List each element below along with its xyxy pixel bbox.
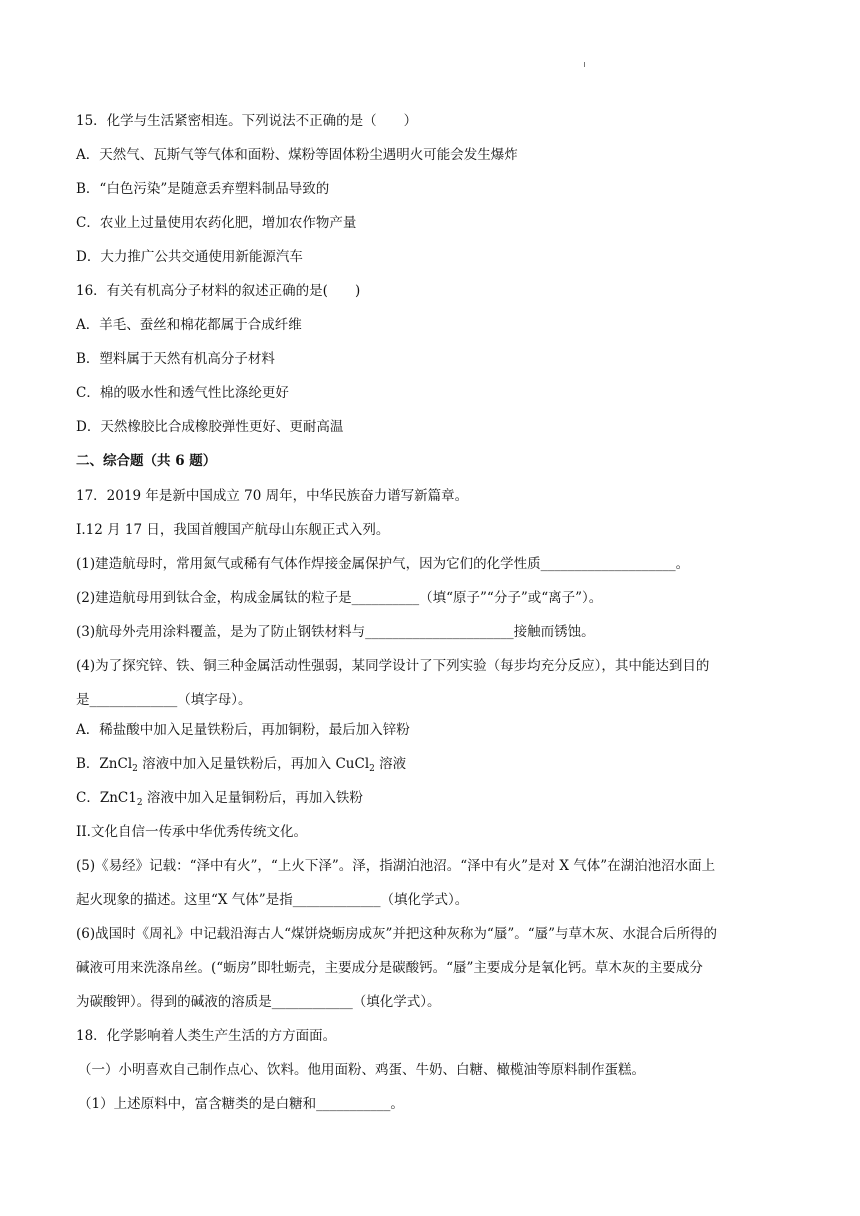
q17-sub-4-line2: 是_____________（填字母）。 bbox=[76, 692, 252, 708]
q17-part-i: I.12 月 17 日，我国首艘国产航母山东舰正式入列。 bbox=[76, 522, 390, 538]
q16-option-a: A．羊毛、蚕丝和棉花都属于合成纤维 bbox=[76, 317, 302, 333]
q15-option-a: A．天然气、瓦斯气等气体和面粉、煤粉等固体粉尘遇明火可能会发生爆炸 bbox=[76, 147, 518, 163]
q15-option-b: B．“白色污染”是随意丢弃塑料制品导致的 bbox=[76, 181, 330, 197]
question-18-stem: 18．化学影响着人类生产生活的方方面面。 bbox=[76, 1028, 337, 1044]
q17-option-b-middle: 溶液中加入足量铁粉后，再加入 CuCl bbox=[137, 756, 370, 772]
q17-option-c-start: C．ZnC1 bbox=[76, 790, 137, 806]
q17-part-ii: II.文化自信一传承中华优秀传统文化。 bbox=[76, 824, 307, 840]
q17-option-b-end: 溶液 bbox=[374, 756, 407, 772]
section-heading: 二、综合题（共 6 题） bbox=[76, 453, 217, 469]
q16-option-d: D．天然橡胶比合成橡胶弹性更好、更耐高温 bbox=[76, 419, 344, 435]
q17-option-b-start: B．ZnCl bbox=[76, 756, 133, 772]
q17-sub-6-line2: 碱液可用来洗涤帛丝。(“蛎房”即牡蛎壳，主要成分是碳酸钙。“蜃”主要成分是氧化钙。草木灰的主要成分 bbox=[76, 960, 703, 976]
q17-sub-1: (1)建造航母时，常用氮气或稀有气体作焊接金属保护气，因为它们的化学性质____________________。 bbox=[76, 556, 690, 572]
q16-option-c: C．棉的吸水性和透气性比涤纶更好 bbox=[76, 385, 289, 401]
header-mark bbox=[584, 62, 585, 67]
question-15-stem: 15．化学与生活紧密相连。下列说法不正确的是（ ） bbox=[76, 113, 418, 129]
q17-sub-5-line1: (5)《易经》记载：“泽中有火”，“上火下泽”。泽，指湖泊池沼。“泽中有火”是对 X 气体”在湖泊池沼水面上 bbox=[76, 858, 716, 874]
q17-sub-6-line1: (6)战国时《周礼》中记载沿海古人“煤饼烧蛎房成灰”并把这种灰称为“蜃”。“蜃”与草木灰、水混合后所得的 bbox=[76, 926, 718, 942]
q17-option-c-end: 溶液中加入足量铜粉后，再加入铁粉 bbox=[142, 790, 363, 806]
q17-option-c bbox=[76, 788, 796, 808]
q17-sub-4-line1: (4)为了探究锌、铁、铜三种金属活动性强弱，某同学设计了下列实验（每步均充分反应），其中能达到目的 bbox=[76, 658, 710, 674]
question-16-stem: 16．有关有机高分子材料的叙述正确的是( ) bbox=[76, 283, 361, 299]
subscript: 2 bbox=[132, 764, 138, 774]
q18-part-1: （一）小明喜欢自己制作点心、饮料。他用面粉、鸡蛋、牛奶、白糖、橄榄油等原料制作蛋糕。 bbox=[78, 1062, 645, 1078]
q17-sub-2: (2)建造航母用到钛合金，构成金属钛的粒子是__________（填“原子”“分子”或“离子”）。 bbox=[76, 590, 603, 606]
subscript: 2 bbox=[136, 798, 143, 808]
q16-option-b: B．塑料属于天然有机高分子材料 bbox=[76, 351, 275, 367]
subscript: 2 bbox=[369, 764, 375, 774]
q17-sub-5-line2: 起火现象的描述。这里“X 气体”是指_____________（填化学式）。 bbox=[76, 892, 469, 908]
q17-sub-6-line3: 为碳酸钾）。得到的碱液的溶质是____________（填化学式）。 bbox=[76, 994, 441, 1010]
q15-option-c: C．农业上过量使用农药化肥，增加农作物产量 bbox=[76, 215, 357, 231]
question-17-stem: 17．2019 年是新中国成立 70 周年，中华民族奋力谱写新篇章。 bbox=[76, 488, 469, 504]
q17-option-a: A．稀盐酸中加入足量铁粉后，再加铜粉，最后加入锌粉 bbox=[76, 722, 410, 738]
q17-sub-3: (3)航母外壳用涂料覆盖，是为了防止钢铁材料与______________________接触而锈蚀。 bbox=[76, 624, 595, 640]
q18-sub-1: （1）上述原料中，富含糖类的是白糖和___________。 bbox=[78, 1096, 404, 1112]
q15-option-d: D．大力推广公共交通使用新能源汽车 bbox=[76, 249, 303, 265]
q17-option-b bbox=[76, 754, 796, 774]
